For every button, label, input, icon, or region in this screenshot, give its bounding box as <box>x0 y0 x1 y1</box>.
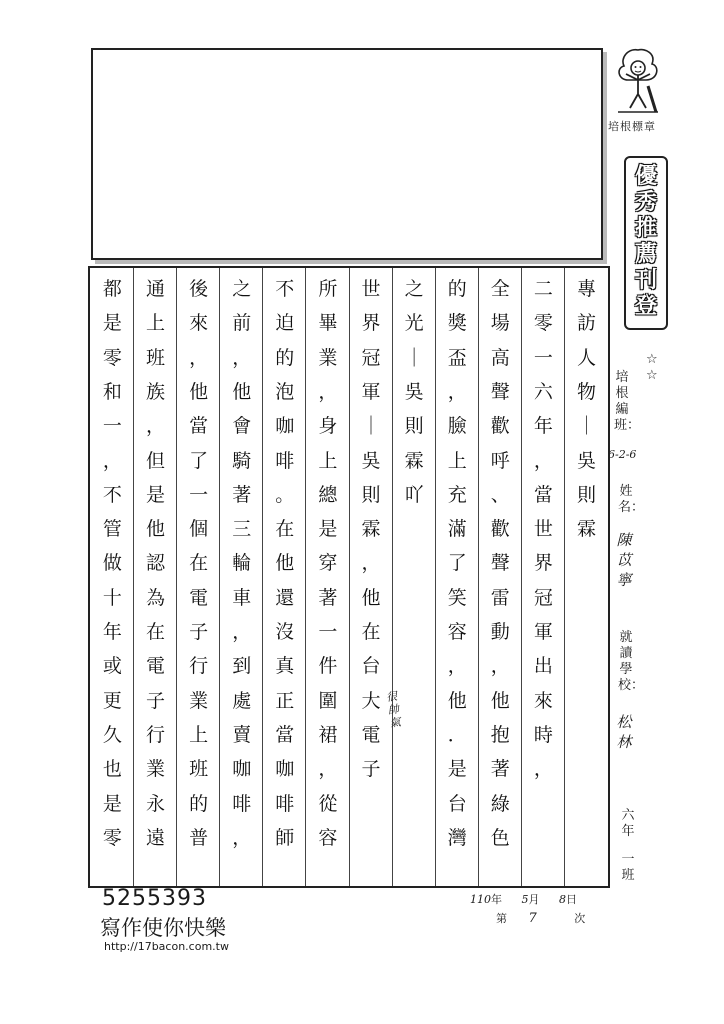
manuscript-char: 年 <box>533 415 553 438</box>
manuscript-char: 他 <box>361 586 381 609</box>
manuscript-char: 他 <box>490 689 510 712</box>
manuscript-char: 個 <box>189 518 209 541</box>
manuscript-char: 大 <box>361 689 381 712</box>
manuscript-char: 處 <box>232 689 252 712</box>
manuscript-char: ， <box>189 346 209 369</box>
manuscript-char: 則 <box>361 483 381 506</box>
manuscript-char: 久 <box>102 723 122 746</box>
manuscript-char: ， <box>318 758 338 781</box>
manuscript-char: 動 <box>490 621 510 643</box>
footer-url: http://17bacon.com.tw <box>104 940 229 953</box>
manuscript-char: 圍 <box>318 689 338 712</box>
manuscript-char: 業 <box>318 346 338 369</box>
manuscript-char: 和 <box>102 380 122 403</box>
manuscript-char: 到 <box>232 655 252 678</box>
manuscript-char: ， <box>232 346 252 369</box>
manuscript-char: 了 <box>189 449 209 472</box>
manuscript-char: 是 <box>145 483 165 506</box>
manuscript-char: 賣 <box>232 723 252 746</box>
manuscript-char: 則 <box>576 483 596 506</box>
manuscript-char: 管 <box>102 518 122 541</box>
manuscript-char: 總 <box>318 483 338 506</box>
manuscript-char: 都 <box>102 278 122 300</box>
manuscript-char: 電 <box>145 655 165 678</box>
manuscript-char: 身 <box>318 415 338 438</box>
manuscript-char: 一 <box>189 483 209 506</box>
manuscript-char: 他 <box>145 518 165 541</box>
manuscript-column <box>305 268 349 886</box>
manuscript-char: ， <box>447 655 467 678</box>
manuscript-char: 咖 <box>275 415 295 438</box>
manuscript-char: 之 <box>404 278 424 300</box>
manuscript-char: 軍 <box>361 380 381 403</box>
manuscript-char: 界 <box>361 312 381 335</box>
manuscript-char: 在 <box>361 621 381 643</box>
name-value: 陳苡寧 <box>616 531 632 589</box>
manuscript-char: 著 <box>490 758 510 781</box>
manuscript-char: 六 <box>533 380 553 403</box>
manuscript-char: 他 <box>189 380 209 403</box>
manuscript-char: 來 <box>189 312 209 335</box>
manuscript-char: 啡 <box>232 792 252 815</box>
margin-annotation: 很帥氣 <box>385 689 402 730</box>
footer-number: 5255393 <box>102 886 207 911</box>
manuscript-char: 界 <box>533 552 553 575</box>
manuscript-char: 歡 <box>490 518 510 541</box>
manuscript-char: 畢 <box>318 312 338 335</box>
manuscript-char: 一 <box>102 415 122 438</box>
manuscript-char: 著 <box>318 586 338 609</box>
manuscript-char: 不 <box>275 278 295 300</box>
manuscript-char: 吖 <box>404 483 424 506</box>
manuscript-char: 是 <box>102 792 122 815</box>
manuscript-char: 但 <box>145 449 165 472</box>
manuscript-char: 臉 <box>447 415 467 438</box>
manuscript-column <box>521 268 565 886</box>
manuscript-char: 啡 <box>275 449 295 472</box>
date-day: 8 <box>559 893 566 906</box>
manuscript-char: 盃 <box>447 346 467 369</box>
manuscript-char: 行 <box>189 655 209 678</box>
manuscript-char: 在 <box>189 552 209 575</box>
manuscript-char: 當 <box>189 415 209 438</box>
grade: 六年 <box>621 808 635 839</box>
manuscript-char: 的 <box>275 346 295 369</box>
manuscript-char: 容 <box>447 621 467 643</box>
manuscript-char: 灣 <box>447 826 467 849</box>
manuscript-char: 他 <box>275 552 295 575</box>
manuscript-char: 零 <box>102 346 122 369</box>
manuscript-char: 子 <box>145 689 165 712</box>
manuscript-char: 迫 <box>275 312 295 335</box>
manuscript-char: 他 <box>447 689 467 712</box>
manuscript-char: 的 <box>447 278 467 300</box>
manuscript-char: 在 <box>275 518 295 541</box>
manuscript-char: 充 <box>447 483 467 506</box>
manuscript-char: 訪 <box>576 312 596 335</box>
manuscript-char: ｜ <box>404 346 424 369</box>
footer-slogan: 寫作使你快樂 <box>100 916 226 940</box>
manuscript-char: 認 <box>145 552 165 575</box>
manuscript-char: 上 <box>318 449 338 472</box>
manuscript-char: 上 <box>447 449 467 472</box>
manuscript-char: ｜ <box>576 415 596 438</box>
manuscript-char: 泡 <box>275 380 295 403</box>
manuscript-column <box>219 268 263 886</box>
excellent-recommendation-stamp <box>624 156 668 330</box>
manuscript-char: 抱 <box>490 723 510 746</box>
manuscript-char: 則 <box>404 415 424 438</box>
manuscript-char: 電 <box>189 586 209 609</box>
manuscript-char: 了 <box>447 552 467 575</box>
mascot-label: 培根標章 <box>608 120 656 133</box>
manuscript-char: 、 <box>490 483 510 506</box>
manuscript-char: 做 <box>102 552 122 575</box>
manuscript-char: 班 <box>189 758 209 781</box>
submission-number: 7 <box>528 911 537 926</box>
manuscript-char: 沒 <box>275 621 295 643</box>
manuscript-char: 他 <box>232 380 252 403</box>
manuscript-char: 光 <box>404 312 424 335</box>
manuscript-char: 咖 <box>275 758 295 781</box>
manuscript-char: 台 <box>361 655 381 678</box>
manuscript-char: 來 <box>533 689 553 712</box>
manuscript-char: 輪 <box>232 552 252 575</box>
manuscript-char: 時 <box>533 723 553 746</box>
bacon-mascot-logo <box>610 46 665 118</box>
manuscript-char: 吳 <box>361 449 381 472</box>
manuscript-char: 所 <box>318 278 338 300</box>
manuscript-char: ， <box>318 380 338 403</box>
manuscript-char: 之 <box>232 278 252 300</box>
manuscript-char: 著 <box>232 483 252 506</box>
manuscript-char: 上 <box>189 723 209 746</box>
manuscript-char: 遠 <box>145 826 165 849</box>
manuscript-char: 笑 <box>447 586 467 609</box>
manuscript-char: 世 <box>533 518 553 541</box>
manuscript-char: 霖 <box>576 518 596 541</box>
manuscript-char: 一 <box>533 346 553 369</box>
manuscript-char: 零 <box>102 826 122 849</box>
manuscript-column <box>262 268 306 886</box>
manuscript-column <box>91 268 134 886</box>
manuscript-char: 啡 <box>275 792 295 815</box>
manuscript-char: ， <box>102 449 122 472</box>
manuscript-char: 世 <box>361 278 381 300</box>
manuscript-char: 班 <box>145 346 165 369</box>
submission-unit: 次 <box>574 912 586 925</box>
submission-prefix: 第 <box>496 912 507 925</box>
manuscript-char: 件 <box>318 655 338 678</box>
manuscript-char: 霖 <box>361 518 381 541</box>
manuscript-char: 物 <box>576 380 596 403</box>
manuscript-char: 三 <box>232 518 252 541</box>
manuscript-char: 行 <box>145 723 165 746</box>
manuscript-char: 真 <box>275 655 295 678</box>
manuscript-char: 綠 <box>490 792 510 815</box>
manuscript-char: ， <box>447 380 467 403</box>
manuscript-char: 歡 <box>490 415 510 438</box>
manuscript-char: 專 <box>576 278 596 300</box>
manuscript-char: 聲 <box>490 380 510 403</box>
manuscript-char: 滿 <box>447 518 467 541</box>
class-value: 6-2-6 <box>608 448 637 461</box>
manuscript-char: 子 <box>189 621 209 643</box>
manuscript-grid <box>88 266 610 888</box>
manuscript-char: 更 <box>102 689 122 712</box>
manuscript-char: 師 <box>275 826 295 849</box>
manuscript-char: ． <box>447 723 467 746</box>
manuscript-char: 冠 <box>361 346 381 369</box>
manuscript-char: 當 <box>275 723 295 746</box>
school-label: 就讀學校： <box>618 630 645 693</box>
manuscript-char: ， <box>533 449 553 472</box>
name-label: 姓名： <box>618 484 645 515</box>
manuscript-char: 普 <box>189 826 209 849</box>
manuscript-char: 十 <box>102 586 122 609</box>
manuscript-char: 零 <box>533 312 553 335</box>
manuscript-char: 還 <box>275 586 295 609</box>
manuscript-char: ｜ <box>361 415 381 438</box>
manuscript-char: 年 <box>102 621 122 643</box>
manuscript-char: ， <box>232 621 252 643</box>
manuscript-char: 也 <box>102 758 122 781</box>
manuscript-char: 業 <box>145 758 165 781</box>
manuscript-char: 是 <box>102 312 122 335</box>
school-value: 松林 <box>616 713 632 751</box>
manuscript-char: ， <box>361 552 381 575</box>
manuscript-char: 在 <box>145 621 165 643</box>
date-month: 5 <box>521 893 529 906</box>
manuscript-char: 霖 <box>404 449 424 472</box>
manuscript-char: 出 <box>533 655 553 678</box>
manuscript-char: 冠 <box>533 586 553 609</box>
manuscript-char: 。 <box>275 483 295 506</box>
manuscript-char: 是 <box>447 758 467 781</box>
manuscript-char: 色 <box>490 826 510 849</box>
manuscript-char: 上 <box>145 312 165 335</box>
manuscript-column <box>176 268 220 886</box>
date-month-unit: 月 <box>528 893 540 906</box>
manuscript-char: 後 <box>189 278 209 300</box>
manuscript-char: 前 <box>232 312 252 335</box>
manuscript-char: 從 <box>318 792 338 815</box>
manuscript-column <box>133 268 177 886</box>
manuscript-column <box>435 268 479 886</box>
manuscript-char: 電 <box>361 723 381 746</box>
manuscript-char: 通 <box>145 278 165 300</box>
date-year-unit: 年 <box>491 893 502 906</box>
manuscript-char: 台 <box>447 792 467 815</box>
manuscript-char: 當 <box>533 483 553 506</box>
manuscript-column <box>392 268 436 886</box>
manuscript-char: 人 <box>576 346 596 369</box>
date-line <box>470 891 610 907</box>
manuscript-char: 或 <box>102 655 122 678</box>
manuscript-char: 全 <box>490 278 510 300</box>
manuscript-char: 獎 <box>447 312 467 335</box>
manuscript-char: 的 <box>189 792 209 815</box>
teacher-comment-box <box>91 48 603 260</box>
date-day-unit: 日 <box>566 893 577 906</box>
manuscript-char: 為 <box>145 586 165 609</box>
manuscript-char: 高 <box>490 346 510 369</box>
manuscript-char: 正 <box>275 689 295 712</box>
manuscript-char: 雷 <box>490 586 510 609</box>
manuscript-char: ， <box>145 415 165 438</box>
manuscript-char: 吳 <box>576 449 596 472</box>
manuscript-char: 咖 <box>232 758 252 781</box>
manuscript-char: 二 <box>533 278 553 300</box>
manuscript-char: 業 <box>189 689 209 712</box>
manuscript-char: 騎 <box>232 449 252 472</box>
manuscript-char: 裙 <box>318 723 338 746</box>
manuscript-char: 子 <box>361 758 381 781</box>
class-name: 一班 <box>621 852 635 883</box>
manuscript-char: ， <box>533 758 553 781</box>
stamp-text: 優秀推薦刊登 <box>634 164 657 319</box>
manuscript-column <box>564 268 608 886</box>
manuscript-char: 永 <box>145 792 165 815</box>
manuscript-char: 會 <box>232 415 252 438</box>
manuscript-char: 是 <box>318 518 338 541</box>
class-label: 培根編班： <box>614 370 641 433</box>
manuscript-char: 族 <box>145 380 165 403</box>
manuscript-char: 車 <box>232 586 252 609</box>
manuscript-char: 吳 <box>404 380 424 403</box>
manuscript-char: 呼 <box>490 449 510 472</box>
manuscript-char: ， <box>490 655 510 678</box>
manuscript-column <box>478 268 522 886</box>
manuscript-char: 不 <box>102 483 122 506</box>
submission-line <box>496 910 606 926</box>
date-year: 110 <box>470 893 491 906</box>
manuscript-char: 場 <box>490 312 510 335</box>
manuscript-char: 穿 <box>318 552 338 575</box>
manuscript-char: 軍 <box>533 621 553 643</box>
manuscript-char: 一 <box>318 621 338 643</box>
manuscript-char: 聲 <box>490 552 510 575</box>
manuscript-column <box>349 268 393 886</box>
manuscript-char: ， <box>232 826 252 849</box>
manuscript-char: 容 <box>318 826 338 849</box>
stars: ☆ ☆ <box>646 352 658 383</box>
